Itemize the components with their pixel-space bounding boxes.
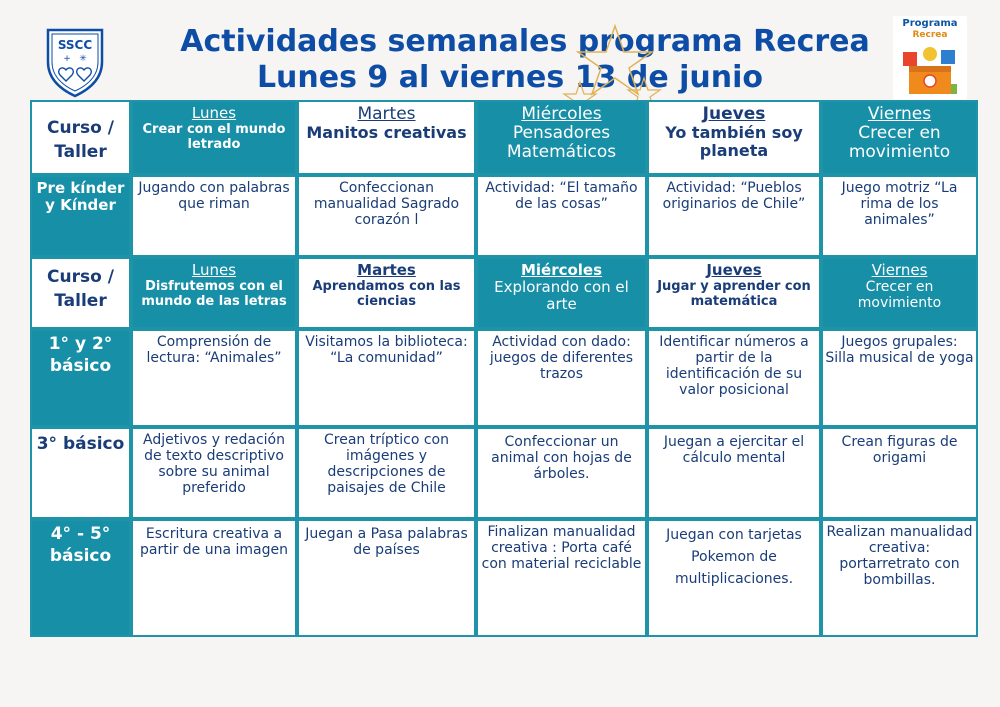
activity-cell: Confeccionar un animal con hojas de árboles. [476, 427, 647, 519]
activity-cell: Actividad: “Pueblos originarios de Chile” [647, 175, 821, 257]
toy-box-icon [901, 44, 959, 98]
activity-cell: Juegos grupales: Silla musical de yoga [821, 329, 978, 427]
section2-header-row [30, 257, 978, 329]
activity-cell: Comprensión de lectura: “Animales” [131, 329, 297, 427]
course-cell: 1° y 2° básico [30, 329, 131, 427]
activity-cell: Adjetivos y redación de texto descriptivo sobre su animal preferido [131, 427, 297, 519]
section1-corner-cell [30, 100, 131, 175]
section2-row-4-5-basico [30, 519, 978, 637]
workshop-label: Yo también soy planeta [665, 123, 803, 160]
activity-cell: Crean tríptico con imágenes y descripciones de paisajes de Chile [297, 427, 476, 519]
workshop-label: Crecer en movimiento [857, 279, 942, 311]
workshop-label: Aprendamos con las ciencias [312, 279, 461, 309]
section1-header-row [30, 100, 978, 175]
activity-cell: Actividad con dado: juegos de diferentes trazos [476, 329, 647, 427]
school-logo-text: SSCC [57, 38, 93, 52]
workshop-label: Manitos creativas [306, 123, 467, 142]
day-label: Martes [357, 261, 416, 279]
activity-cell: Juego motriz “La rima de los animales” [821, 175, 978, 257]
section2-row-1-2-basico [30, 329, 978, 427]
activity-cell: Juegan con tarjetas Pokemon de multiplicaciones. [647, 519, 821, 637]
program-logo-line2: Recrea [912, 30, 948, 40]
activity-cell: Jugando con palabras que riman [131, 175, 297, 257]
corner-label: Curso / Taller [47, 118, 114, 162]
course-cell: 4° - 5° básico [30, 519, 131, 637]
activity-cell: Escritura creativa a partir de una imagen [131, 519, 297, 637]
section2-corner-cell [30, 257, 131, 329]
section2-row-3-basico [30, 427, 978, 519]
page-title-line2: Lunes 9 al viernes 13 de junio [256, 60, 764, 95]
activity-cell: Finalizan manualidad creativa : Porta café con material reciclable [476, 519, 647, 637]
section2-day-wednesday [476, 257, 647, 329]
activity-cell: Juegan a ejercitar el cálculo mental [647, 427, 821, 519]
day-label: Lunes [191, 104, 237, 122]
day-label: Jueves [702, 104, 766, 124]
workshop-label: Jugar y aprender con matemática [657, 279, 811, 309]
section2-day-tuesday [297, 257, 476, 329]
svg-text:✳: ✳ [79, 54, 87, 64]
activity-cell: Crean figuras de origami [821, 427, 978, 519]
day-label: Martes [357, 104, 416, 124]
workshop-label: Explorando con el arte [494, 278, 629, 313]
day-label: Viernes [871, 261, 928, 279]
day-label: Miércoles [521, 104, 602, 124]
section2-day-friday [821, 257, 978, 329]
section1-day-tuesday [297, 100, 476, 175]
day-label: Viernes [867, 104, 932, 124]
course-cell: 3° básico [30, 427, 131, 519]
workshop-label: Crecer en movimiento [848, 123, 951, 162]
activity-cell: Visitamos la biblioteca: “La comunidad” [297, 329, 476, 427]
activity-cell: Actividad: “El tamaño de las cosas” [476, 175, 647, 257]
program-logo-line1: Programa [902, 18, 958, 29]
activity-cell: Juegan a Pasa palabras de países [297, 519, 476, 637]
program-recrea-logo [893, 16, 967, 100]
day-label: Jueves [706, 261, 762, 279]
activity-cell: Confeccionan manualidad Sagrado corazón l [297, 175, 476, 257]
activities-table [30, 100, 978, 637]
workshop-label: Pensadores Matemáticos [506, 123, 617, 162]
course-cell: Pre kínder y Kínder [30, 175, 131, 257]
workshop-label: Disfrutemos con el mundo de las letras [141, 279, 287, 309]
school-shield-logo [44, 26, 106, 98]
section2-day-thursday [647, 257, 821, 329]
section1-day-wednesday [476, 100, 647, 175]
page-title-line1: Actividades semanales programa Recrea [180, 24, 870, 59]
workshop-label: Crear con el mundo letrado [142, 122, 286, 152]
activity-cell: Realizan manualidad creativa: portarretrato con bombillas. [821, 519, 978, 637]
section1-day-monday [131, 100, 297, 175]
section1-day-friday [821, 100, 978, 175]
section2-day-monday [131, 257, 297, 329]
activity-cell: Identificar números a partir de la identificación de su valor posicional [647, 329, 821, 427]
section1-day-thursday [647, 100, 821, 175]
corner-label: Curso / Taller [47, 267, 114, 311]
section1-row-prekinder [30, 175, 978, 257]
svg-text:+: + [63, 54, 71, 64]
day-label: Lunes [191, 261, 237, 279]
day-label: Miércoles [520, 261, 603, 279]
